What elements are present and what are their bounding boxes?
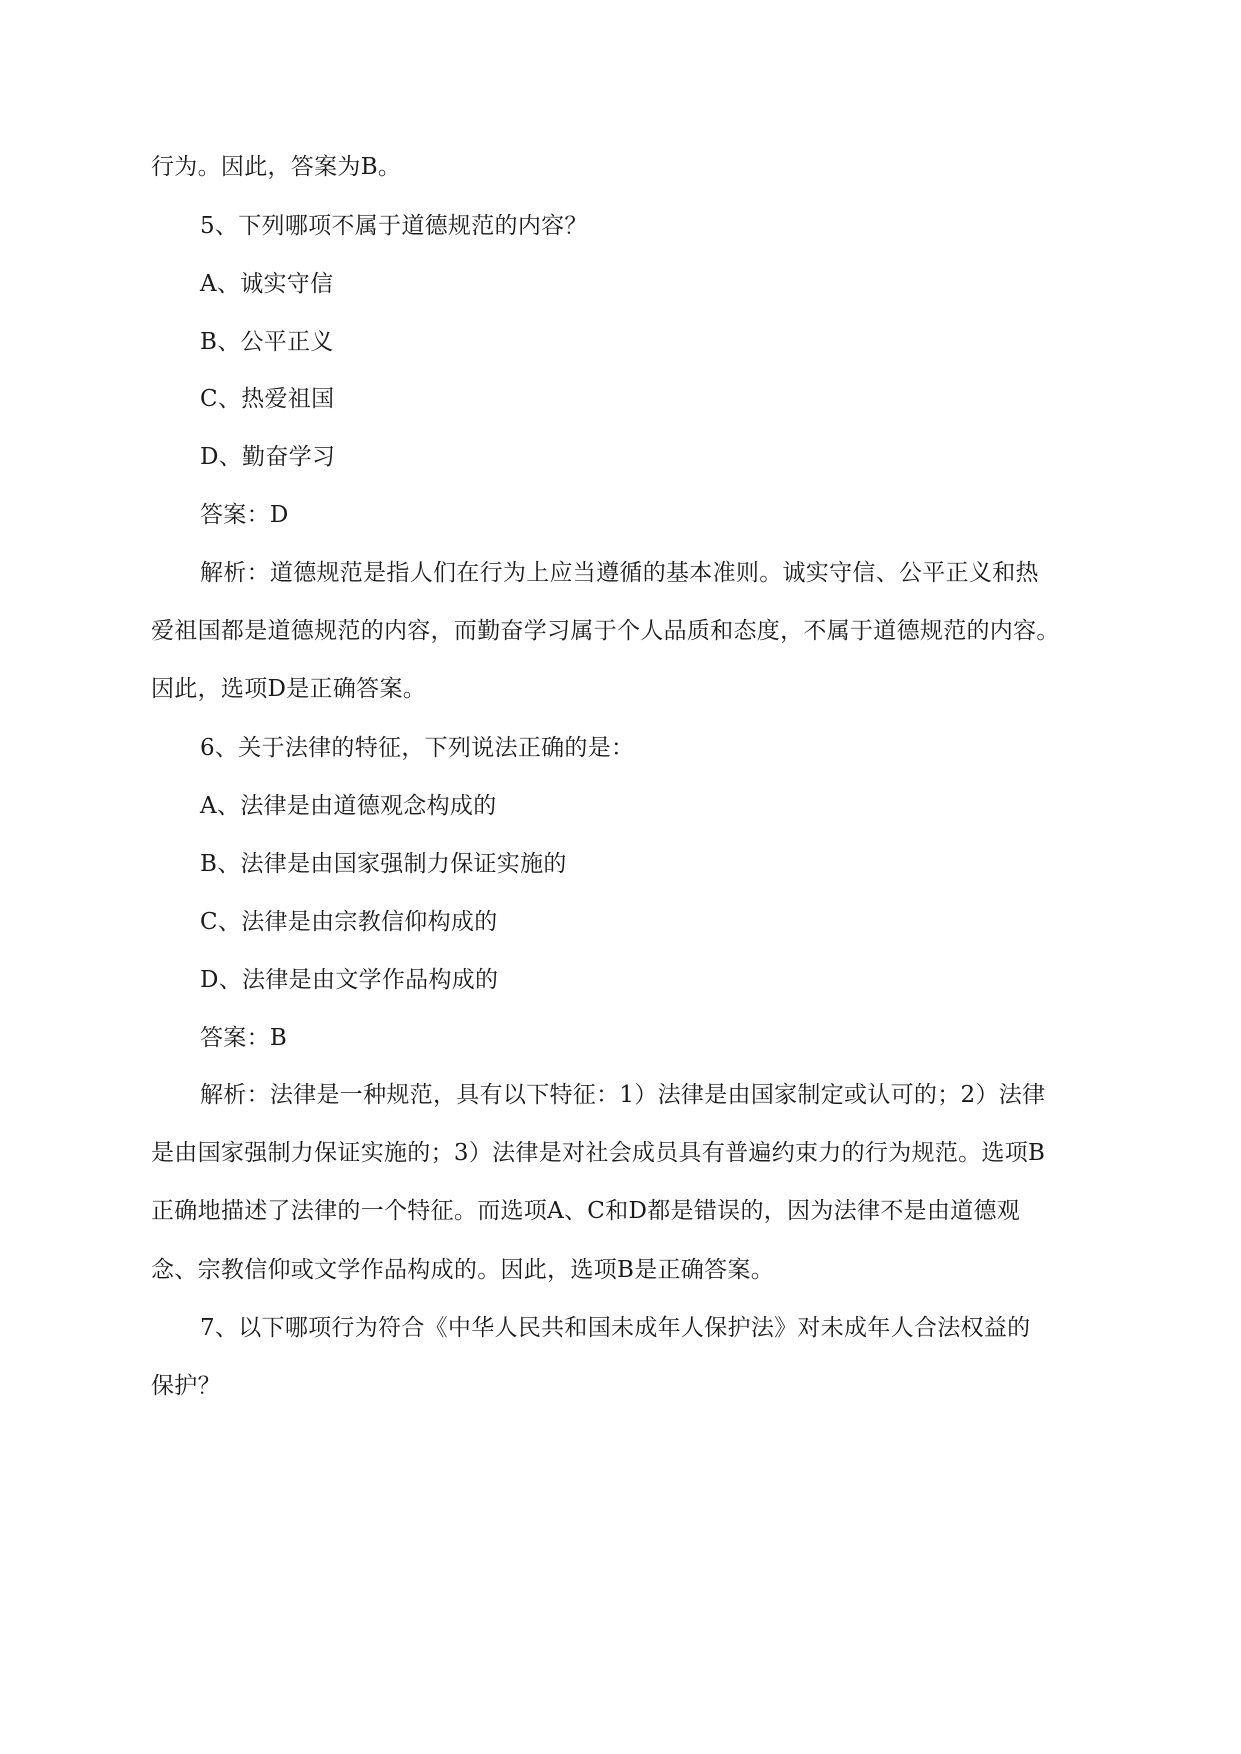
- explanation-line: 解析：道德规范是指人们在行为上应当遵循的基本准则。诚实守信、公平正义和热: [200, 560, 1039, 586]
- explanation-line: 是由国家强制力保证实施的；3）法律是对社会成员具有普遍约束力的行为规范。选项B: [151, 1140, 1046, 1166]
- explanation-line: 爱祖国都是道德规范的内容，而勤奋学习属于个人品质和态度，不属于道德规范的内容。: [151, 618, 1060, 644]
- option-c: C、法律是由宗教信仰构成的: [200, 909, 498, 935]
- question-6: 6、关于法律的特征，下列说法正确的是：: [200, 735, 635, 761]
- option-d: D、勤奋学习: [200, 444, 336, 470]
- text-line: 行为。因此，答案为B。: [151, 154, 402, 180]
- option-d: D、法律是由文学作品构成的: [200, 967, 499, 993]
- option-c: C、热爱祖国: [200, 386, 335, 412]
- explanation-line: 解析：法律是一种规范，具有以下特征：1）法律是由国家制定或认可的；2）法律: [200, 1082, 1046, 1108]
- question-7-continued: 保护？: [151, 1373, 221, 1399]
- explanation-line: 因此，选项D是正确答案。: [151, 676, 427, 702]
- question-7: 7、以下哪项行为符合《中华人民共和国未成年人保护法》对未成年人合法权益的: [200, 1315, 1031, 1341]
- explanation-line: 念、宗教信仰或文学作品构成的。因此，选项B是正确答案。: [151, 1257, 775, 1283]
- option-b: B、法律是由国家强制力保证实施的: [200, 851, 567, 877]
- explanation-line: 正确地描述了法律的一个特征。而选项A、C和D都是错误的，因为法律不是由道德观: [151, 1198, 1021, 1224]
- option-a: A、法律是由道德观念构成的: [200, 793, 497, 819]
- option-a: A、诚实守信: [200, 271, 334, 297]
- question-5: 5、下列哪项不属于道德规范的内容？: [200, 213, 588, 239]
- option-b: B、公平正义: [200, 329, 334, 355]
- answer: 答案：D: [200, 502, 289, 528]
- answer: 答案：B: [200, 1025, 288, 1051]
